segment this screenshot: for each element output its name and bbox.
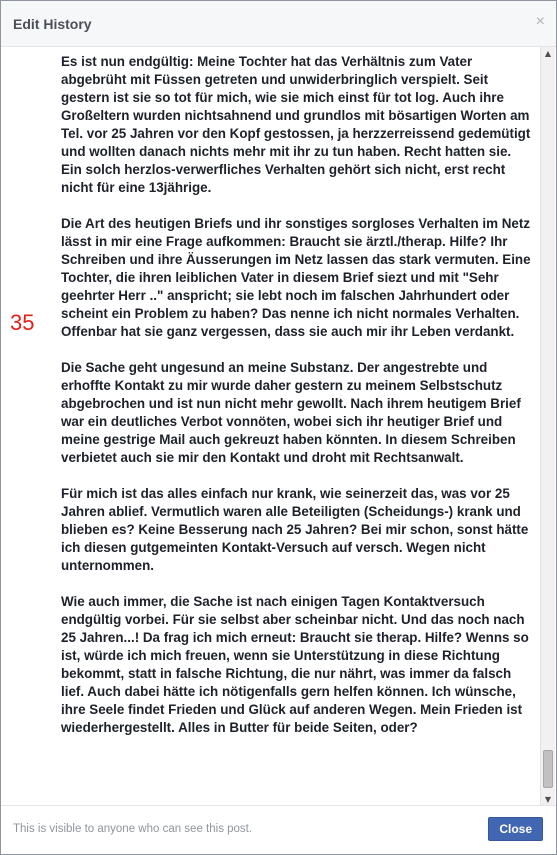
dialog-title: Edit History [13,16,92,32]
dialog-footer [1,805,556,854]
scroll-up-arrow-icon[interactable]: ▲ [544,49,552,58]
revision-content [1,47,541,807]
close-icon[interactable]: × [535,13,545,30]
revision-paragraph: Es ist nun endgültig: Meine Tochter hat das Verhältnis zum Vater abgebrüht mit Füssen getreten und unwiderbringlich verspielt. Seit gestern ist sie so tot für mich, wie sie mich einst für tot log. Auch ihre Großeltern wurden nichtsahnend und grundlos mit bösartigen Worten am Tel. vor 25 Jahren vor den Kopf gestossen, ja herzzerreissend gedemütigt und wollten danach nichts mehr mit ihr zu tun haben. Recht hatten sie. Ein solch herzlos-verwerfliches Verhalten gehört sich nicht, erst recht nicht für eine 13jährige. [61,54,531,195]
revision-number: 35 [10,310,35,335]
dialog-header [1,1,556,47]
visibility-note: This is visible to anyone who can see this post. [13,823,253,835]
revision-paragraph: Die Art des heutigen Briefs und ihr sonstiges sorgloses Verhalten im Netz lässt in mir eine Frage aufkommen: Braucht sie ärztl./therap. Hilfe? Ihr Schreiben und ihre Äusserungen im Netz lassen das stark vermuten. Eine Tochter, die ihren leiblichen Vater in diesem Brief siezt und mit "Sehr geehrter Herr .." anspricht; sie lebt noch im falschen Jahrhundert oder scheint ein Problem zu haben? Das nenne ich nicht normales Verhalten. Offenbar hat sie ganz vergessen, dass sie auch mir ihr Leben verdankt. [61,216,531,339]
vertical-scrollbar[interactable] [540,47,555,807]
scrollbar-thumb[interactable] [543,750,553,788]
scroll-down-arrow-icon[interactable]: ▼ [544,795,552,804]
revision-paragraph: Wie auch immer, die Sache ist nach einigen Tagen Kontaktversuch endgültig vorbei. Für sie selbst aber scheinbar nicht. Und das noch nach 25 Jahren...! Da frag ich mich erneut: Braucht sie therap. Hilfe? Wenns so ist, würde ich mich freuen, wenn sie Unterstützung in diese Richtung bekommt, statt in falsche Richtung, die nur nährt, was immer da falsch lief. Auch dabei hätte ich nötigenfalls gern helfen können. Ich wünsche, ihre Seele findet Frieden und Glück auf anderen Wegen. Mein Frieden ist wiederhergestellt. Alles in Butter für beide Seiten, oder? [61,594,529,735]
revision-paragraph: Die Sache geht ungesund an meine Substanz. Der angestrebte und erhoffte Kontakt zu mir wurde daher gestern zu meinem Selbstschutz abgebrochen und ist nun nicht mehr gewollt. Nach ihrem heutigem Brief war ein deutliches Verbot vonnöten, wobei sich ihr heutiger Brief und meine gestrige Mail auch gekreuzt haben könnten. In diesem Schreiben verbietet auch sie mir den Kontakt und droht mit Rechtsanwalt. [61,360,521,465]
revision-text [61,53,531,755]
close-button[interactable]: Close [488,817,543,841]
revision-paragraph: Für mich ist das alles einfach nur krank, wie seinerzeit das, was vor 25 Jahren ablief. Vermutlich waren alle Beteiligten (Scheidungs-) krank und blieben es? Keine Besserung nach 25 Jahren? Bei mir schon, sonst hätte ich diesen gutgemeinten Kontakt-Versuch auf versch. Wegen nicht unternommen. [61,486,529,573]
